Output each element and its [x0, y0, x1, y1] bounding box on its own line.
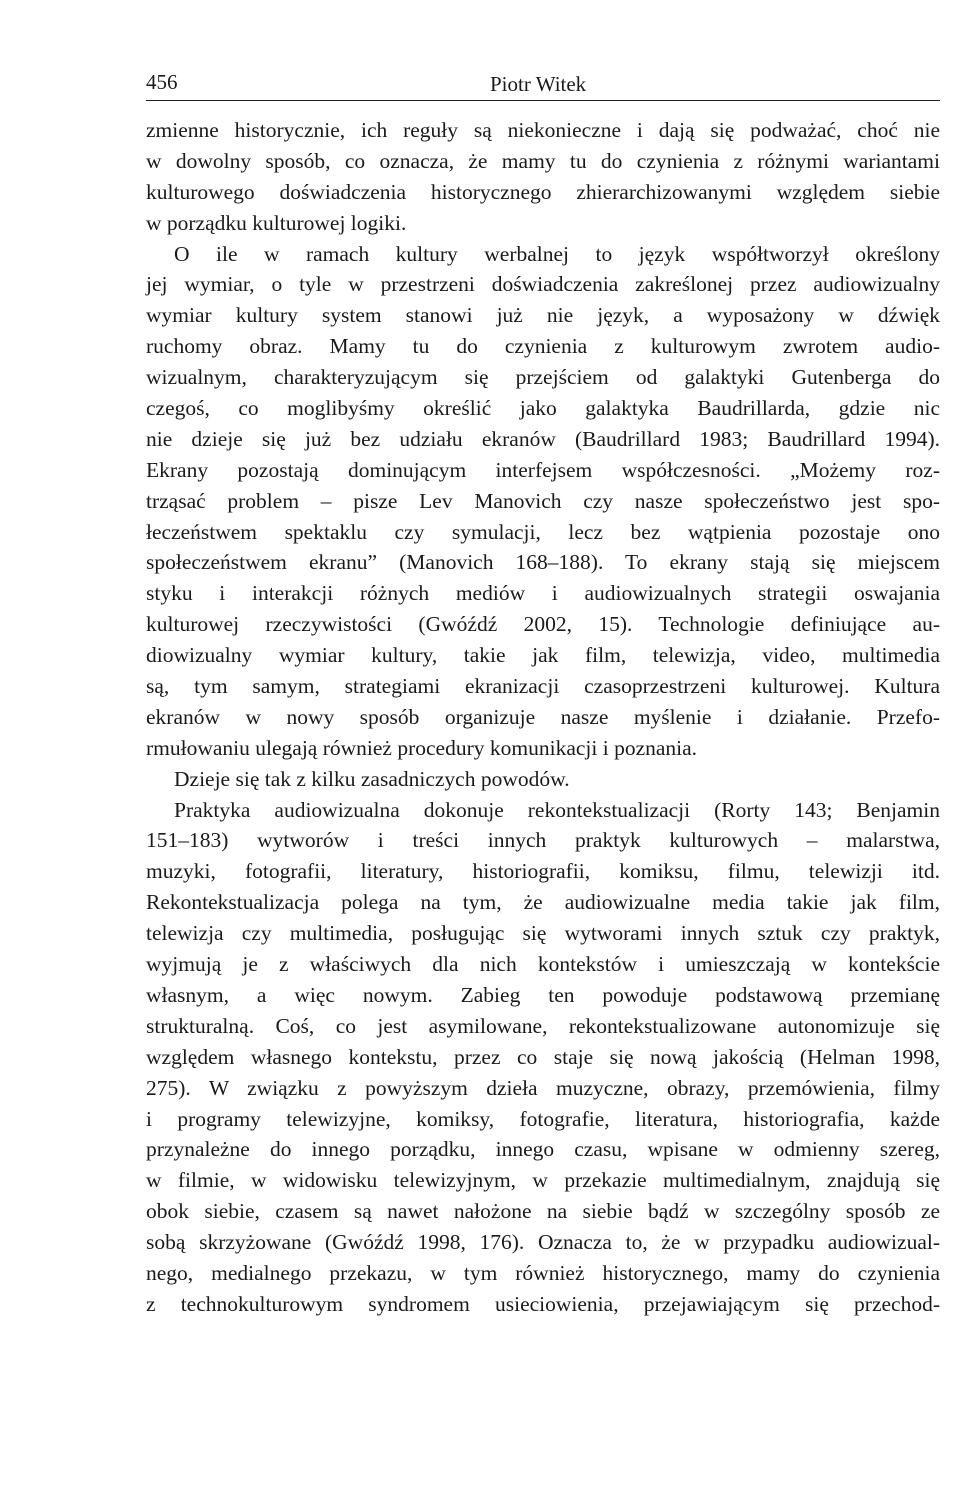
- text-line: wymiar kultury system stanowi już nie język, a wyposażony w dźwięk: [146, 303, 940, 328]
- text-line: obok siebie, czasem są nawet nałożone na siebie bądź w szczególny sposób ze: [146, 1199, 940, 1224]
- text-line: wizualnym, charakteryzującym się przejściem od galaktyki Gutenberga do: [146, 365, 940, 390]
- text-line: 151–183) wytworów i treści innych praktyk kulturowych – malarstwa,: [146, 828, 940, 853]
- running-header: [146, 60, 940, 101]
- text-line: nego, medialnego przekazu, w tym również historycznego, mamy do czynienia: [146, 1260, 940, 1285]
- text-line: diowizualny wymiar kultury, takie jak film, telewizja, video, multimedia: [146, 643, 940, 668]
- text-line: przynależne do innego porządku, innego czasu, wpisane w odmienny szereg,: [146, 1137, 940, 1162]
- text-line: telewizja czy multimedia, posługując się wytworami innych sztuk czy praktyk,: [146, 921, 940, 946]
- text-line: są, tym samym, strategiami ekranizacji czasoprzestrzeni kulturowej. Kultura: [146, 674, 940, 699]
- text-line: łeczeństwem spektaklu czy symulacji, lecz bez wątpienia pozostaje ono: [146, 519, 940, 544]
- text-line: strukturalną. Coś, co jest asymilowane, rekontekstualizowane autonomizuje się: [146, 1013, 940, 1038]
- text-line: z technokulturowym syndromem usieciowienia, przejawiającym się przechod-: [146, 1291, 940, 1316]
- text-line: 275). W związku z powyższym dzieła muzyczne, obrazy, przemówienia, filmy: [146, 1075, 940, 1100]
- body-text: [146, 115, 940, 1320]
- running-title-author: Piotr Witek: [490, 72, 587, 96]
- text-line: muzyki, fotografii, literatury, historiografii, komiksu, filmu, telewizji itd.: [146, 859, 940, 884]
- text-line: Rekontekstualizacja polega na tym, że audiowizualne media takie jak film,: [146, 890, 940, 915]
- text-line: jej wymiar, o tyle w przestrzeni doświadczenia zakreślonej przez audiowizualny: [146, 272, 940, 297]
- text-line: czegoś, co moglibyśmy określić jako galaktyka Baudrillarda, gdzie nic: [146, 396, 940, 421]
- text-line: względem własnego kontekstu, przez co staje się nową jakością (Helman 1998,: [146, 1044, 940, 1069]
- text-line: sobą skrzyżowane (Gwóźdź 1998, 176). Oznacza to, że w przypadku audiowizual-: [146, 1230, 940, 1255]
- text-line: społeczeństwem ekranu” (Manovich 168–188). To ekrany stają się miejscem: [146, 550, 940, 575]
- page-number: 456: [146, 70, 178, 94]
- text-line: trząsać problem – pisze Lev Manovich czy nasze społeczeństwo jest spo-: [146, 488, 940, 513]
- text-line: Ekrany pozostają dominującym interfejsem współczesności. „Możemy roz-: [146, 457, 940, 482]
- text-line: zmienne historycznie, ich reguły są niekonieczne i dają się podważać, choć nie: [146, 118, 940, 142]
- text-line: styku i interakcji różnych mediów i audiowizualnych strategii oswajania: [146, 581, 940, 606]
- text-line: w porządku kulturowej logiki.: [146, 210, 407, 235]
- text-line: kulturowej rzeczywistości (Gwóźdź 2002, 15). Technologie definiujące au-: [146, 612, 940, 637]
- text-line: Praktyka audiowizualna dokonuje rekontekstualizacji (Rorty 143; Benjamin: [174, 797, 940, 822]
- text-line: nie dzieje się już bez udziału ekranów (Baudrillard 1983; Baudrillard 1994).: [146, 426, 940, 451]
- text-line: kulturowego doświadczenia historycznego zhierarchizowanymi względem siebie: [146, 179, 940, 204]
- document-page: [146, 60, 940, 1320]
- text-line: w dowolny sposób, co oznacza, że mamy tu do czynienia z różnymi wariantami: [146, 148, 940, 173]
- text-line: rmułowaniu ulegają również procedury komunikacji i poznania.: [146, 735, 698, 760]
- text-line: własnym, a więc nowym. Zabieg ten powoduje podstawową przemianę: [146, 982, 940, 1007]
- text-line: i programy telewizyjne, komiksy, fotografie, literatura, historiografia, każde: [146, 1106, 940, 1131]
- text-line: w filmie, w widowisku telewizyjnym, w przekazie multimedialnym, znajdują się: [146, 1168, 940, 1193]
- text-line: ruchomy obraz. Mamy tu do czynienia z kulturowym zwrotem audio-: [146, 334, 940, 359]
- text-line: O ile w ramach kultury werbalnej to język współtworzył określony: [174, 241, 940, 266]
- text-line: Dzieje się tak z kilku zasadniczych powodów.: [174, 766, 570, 791]
- text-line: wyjmują je z właściwych dla nich kontekstów i umieszczają w kontekście: [146, 952, 940, 977]
- text-line: ekranów w nowy sposób organizuje nasze myślenie i działanie. Przefo-: [146, 704, 940, 729]
